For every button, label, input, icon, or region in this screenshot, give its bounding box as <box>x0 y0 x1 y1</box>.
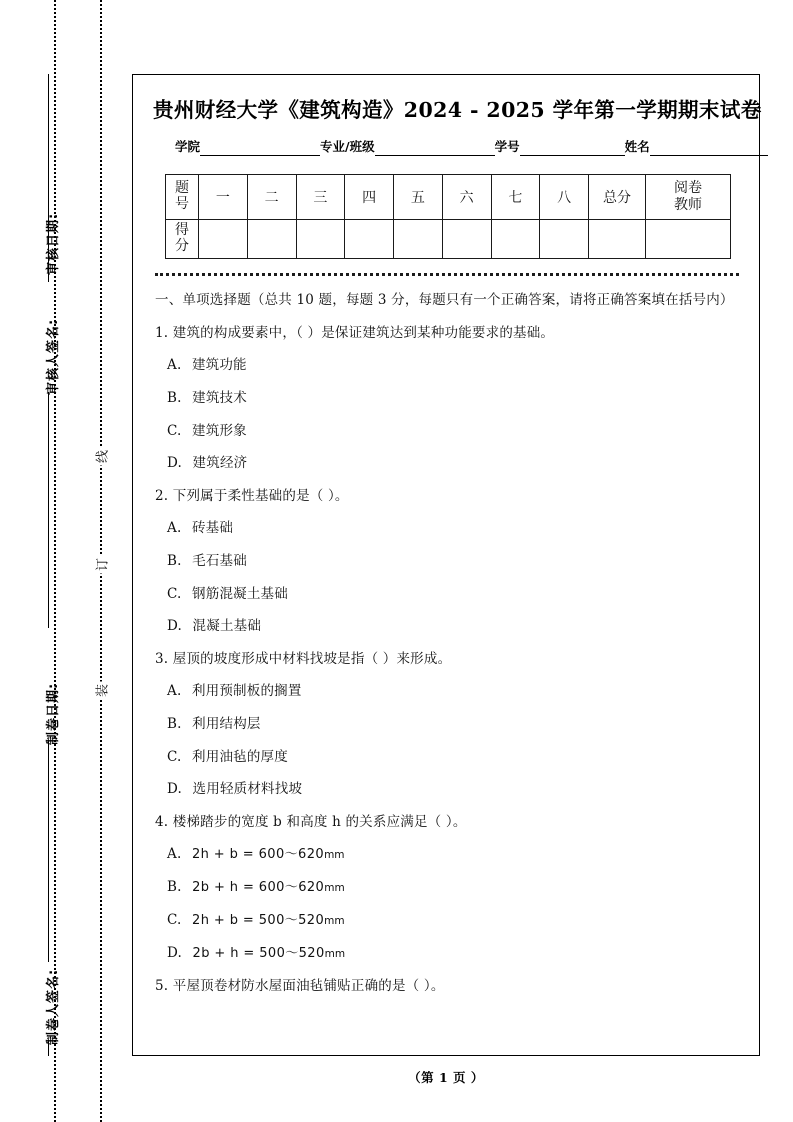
question-3-option-d[interactable] <box>167 779 739 801</box>
score-cell-total[interactable] <box>589 220 646 259</box>
option-letter: B. <box>167 715 182 732</box>
exam-page-frame <box>132 74 760 1056</box>
option-letter: A. <box>167 683 182 700</box>
question-3-option-b[interactable] <box>167 714 739 736</box>
option-letter: A. <box>167 520 182 537</box>
exam-body <box>155 290 739 997</box>
margin-label-prepare-date: 制卷日期: <box>46 682 61 745</box>
option-letter: A. <box>167 846 182 863</box>
score-cell-4[interactable] <box>345 220 394 259</box>
option-unit: mm <box>324 914 345 927</box>
field-student-id-label: 学号 <box>494 139 520 154</box>
table-cell-col-1: 一 <box>199 175 248 220</box>
row-header-char: 分 <box>175 238 189 254</box>
question-2-option-d[interactable] <box>167 616 739 638</box>
score-table-wrapper <box>165 174 731 259</box>
dotted-separator <box>155 273 739 276</box>
question-2-option-a[interactable] <box>167 518 739 540</box>
table-cell-col-5: 五 <box>394 175 443 220</box>
row-header-score <box>166 220 199 259</box>
table-cell-col-2: 二 <box>247 175 296 220</box>
score-table <box>165 174 731 259</box>
field-major-class-blank[interactable] <box>375 140 495 156</box>
option-letter: A. <box>167 357 182 374</box>
score-cell-8[interactable] <box>540 220 589 259</box>
question-5-number: 5. <box>155 977 169 994</box>
option-text: 建筑功能 <box>191 357 247 374</box>
margin-label-preparer-signature: 制卷人签名: <box>46 968 61 1045</box>
option-text: 混凝土基础 <box>192 618 262 635</box>
row-header-char: 号 <box>175 196 189 212</box>
question-2 <box>155 486 739 508</box>
table-cell-total-label: 总分 <box>589 175 646 220</box>
teacher-label-char: 阅卷 <box>674 180 702 197</box>
option-text: 毛石基础 <box>192 553 247 570</box>
option-formula: 2b + h = 500〜520 <box>192 945 325 961</box>
table-cell-col-3: 三 <box>296 175 345 220</box>
score-cell-1[interactable] <box>199 220 248 259</box>
table-cell-teacher-label <box>646 175 731 220</box>
question-1 <box>155 323 739 345</box>
field-college <box>175 137 320 156</box>
binding-margin <box>0 0 132 1122</box>
margin-label-reviewer-signature: 审核人签名: <box>46 318 61 395</box>
score-cell-5[interactable] <box>394 220 443 259</box>
field-major-class-label: 专业/班级 <box>320 139 375 154</box>
page-footer: （第 1 页 ） <box>408 1070 484 1085</box>
option-formula: 2h + b = 600〜620 <box>191 847 325 863</box>
option-text: 建筑形象 <box>192 422 247 439</box>
option-letter: D. <box>167 455 183 472</box>
option-text: 钢筋混凝土基础 <box>192 585 288 602</box>
field-student-id-blank[interactable] <box>520 140 625 156</box>
field-name-blank[interactable] <box>650 140 768 156</box>
option-formula: 2b + h = 600〜620 <box>192 880 325 896</box>
option-text: 利用结构层 <box>192 715 261 732</box>
question-4-option-c[interactable] <box>167 910 739 932</box>
score-cell-6[interactable] <box>442 220 491 259</box>
option-letter: C. <box>167 422 182 439</box>
option-letter: B. <box>167 879 182 896</box>
question-1-option-c[interactable] <box>167 421 739 443</box>
option-letter: C. <box>167 748 182 765</box>
table-cell-col-4: 四 <box>345 175 394 220</box>
field-name <box>625 137 768 156</box>
binding-word-bind: 订 <box>89 556 114 574</box>
score-cell-3[interactable] <box>296 220 345 259</box>
score-cell-2[interactable] <box>247 220 296 259</box>
option-unit: mm <box>324 849 345 862</box>
option-letter: D. <box>167 944 183 961</box>
option-text: 利用油毡的厚度 <box>192 748 288 765</box>
teacher-label-char: 教师 <box>674 197 702 213</box>
question-2-option-c[interactable] <box>167 584 739 606</box>
option-unit: mm <box>324 947 346 960</box>
binding-word-assemble: 装 <box>89 682 114 700</box>
field-name-label: 姓名 <box>624 139 650 154</box>
table-cell-col-8: 八 <box>540 175 589 220</box>
option-formula: 2h + b = 500〜520 <box>192 912 325 928</box>
option-letter: D. <box>167 618 183 635</box>
table-row-question-numbers <box>166 175 731 220</box>
table-cell-col-6: 六 <box>442 175 491 220</box>
question-5 <box>155 976 739 998</box>
question-3-number: 3. <box>155 650 169 667</box>
question-1-stem: 建筑的构成要素中，（ ）是保证建筑达到某种功能要求的基础。 <box>172 324 555 341</box>
field-student-id <box>495 137 625 156</box>
question-2-stem: 下列属于柔性基础的是（ ）。 <box>172 487 349 504</box>
question-1-option-d[interactable] <box>167 453 739 475</box>
row-header-question-number <box>166 175 199 220</box>
option-letter: D. <box>167 781 183 798</box>
question-2-number: 2. <box>155 487 169 504</box>
table-row-scores <box>166 220 731 259</box>
score-cell-teacher[interactable] <box>646 220 731 259</box>
row-header-char: 题 <box>175 180 189 197</box>
margin-label-review-date: 审核日期: <box>46 212 61 275</box>
option-text: 建筑技术 <box>192 390 247 407</box>
field-major-class <box>320 137 495 156</box>
row-header-char: 得 <box>175 222 189 239</box>
section-heading-multiple-choice: 一、单项选择题（总共 10 题，每题 3 分，每题只有一个正确答案，请将正确答案填在括号内） <box>155 292 734 308</box>
question-3 <box>155 649 739 671</box>
option-text: 选用轻质材料找坡 <box>192 781 303 798</box>
option-text: 砖基础 <box>191 520 234 537</box>
identity-fields-row <box>175 137 741 156</box>
field-college-label: 学院 <box>175 139 201 154</box>
option-letter: C. <box>167 585 182 602</box>
option-unit: mm <box>324 882 345 895</box>
question-2-option-b[interactable] <box>167 551 739 573</box>
question-1-number: 1. <box>155 324 169 341</box>
question-3-option-a[interactable] <box>167 681 739 703</box>
binding-word-line: 线 <box>89 448 114 466</box>
question-3-option-c[interactable] <box>167 747 739 769</box>
question-4-option-d[interactable] <box>167 943 739 965</box>
question-4-stem: 楼梯踏步的宽度 b 和高度 h 的关系应满足（ ）。 <box>172 813 467 830</box>
question-4-option-a[interactable] <box>167 844 739 866</box>
option-text: 建筑经济 <box>192 455 248 472</box>
question-5-stem: 平屋顶卷材防水屋面油毡铺贴正确的是（ ）。 <box>172 977 445 994</box>
question-3-stem: 屋顶的坡度形成中材料找坡是指（ ）来形成。 <box>172 650 452 667</box>
score-cell-7[interactable] <box>491 220 540 259</box>
option-letter: C. <box>167 911 182 928</box>
option-letter: B. <box>167 553 182 570</box>
question-4-number: 4. <box>155 813 169 830</box>
option-text: 利用预制板的搁置 <box>191 683 302 700</box>
question-1-option-b[interactable] <box>167 388 739 410</box>
field-college-blank[interactable] <box>200 140 320 156</box>
question-4-option-b[interactable] <box>167 877 739 899</box>
question-4 <box>155 812 739 834</box>
option-letter: B. <box>167 390 182 407</box>
page-title: 贵州财经大学《建筑构造》2024 - 2025 学年第一学期期末试卷 <box>153 98 762 122</box>
question-1-option-a[interactable] <box>167 355 739 377</box>
table-cell-col-7: 七 <box>491 175 540 220</box>
